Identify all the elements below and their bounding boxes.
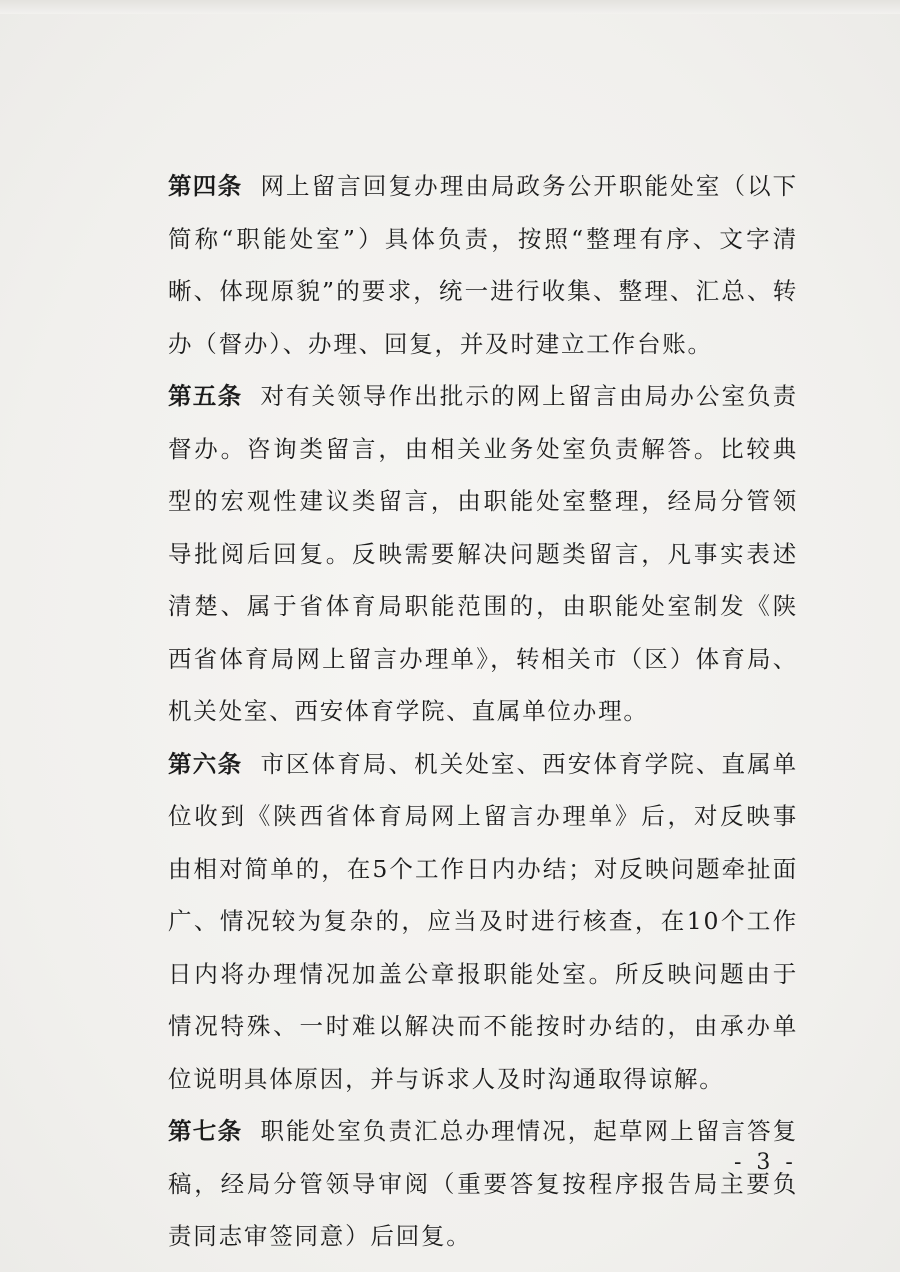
article-7-heading: 第七条	[168, 1117, 243, 1145]
article-5-text: 对有关领导作出批示的网上留言由局办公室负责督办。咨询类留言，由相关业务处室负责解答。比较典型的宏观性建议类留言，由职能处室整理，经局分管领导批阅后回复。反映需要解决问题类留言，凡事实表述清楚、属于省体育局职能范围的，由职能处室制发《陕西省体育局网上留言办理单》，转相关市（区）体育局、机关处室、西安体育学院、直属单位办理。	[168, 382, 798, 725]
article-4-heading: 第四条	[168, 172, 243, 200]
document-body	[168, 160, 798, 1263]
article-5	[168, 370, 798, 738]
article-6-heading: 第六条	[168, 749, 243, 778]
article-4-text: 网上留言回复办理由局政务公开职能处室（以下简称“职能处室”）具体负责，按照“整理有序、文字清晰、体现原貌”的要求，统一进行收集、整理、汇总、转办（督办）、办理、回复，并及时建立工作台账。	[168, 172, 798, 358]
article-6	[168, 738, 798, 1106]
article-5-heading: 第五条	[168, 382, 243, 410]
article-7	[168, 1105, 798, 1263]
scan-edge	[0, 0, 900, 14]
page-number: - 3 -	[734, 1150, 797, 1175]
article-7-text: 职能处室负责汇总办理情况，起草网上留言答复稿，经局分管领导审阅（重要答复按程序报告局主要负责同志审签同意）后回复。	[168, 1117, 798, 1250]
article-6-text: 市区体育局、机关处室、西安体育学院、直属单位收到《陕西省体育局网上留言办理单》后，对反映事由相对简单的，在5个工作日内办结；对反映问题牵扯面广、情况较为复杂的，应当及时进行核查，在10个工作日内将办理情况加盖公章报职能处室。所反映问题由于情况特殊、一时难以解决而不能按时办结的，由承办单位说明具体原因，并与诉求人及时沟通取得谅解。	[168, 749, 798, 1093]
article-4	[168, 160, 798, 370]
